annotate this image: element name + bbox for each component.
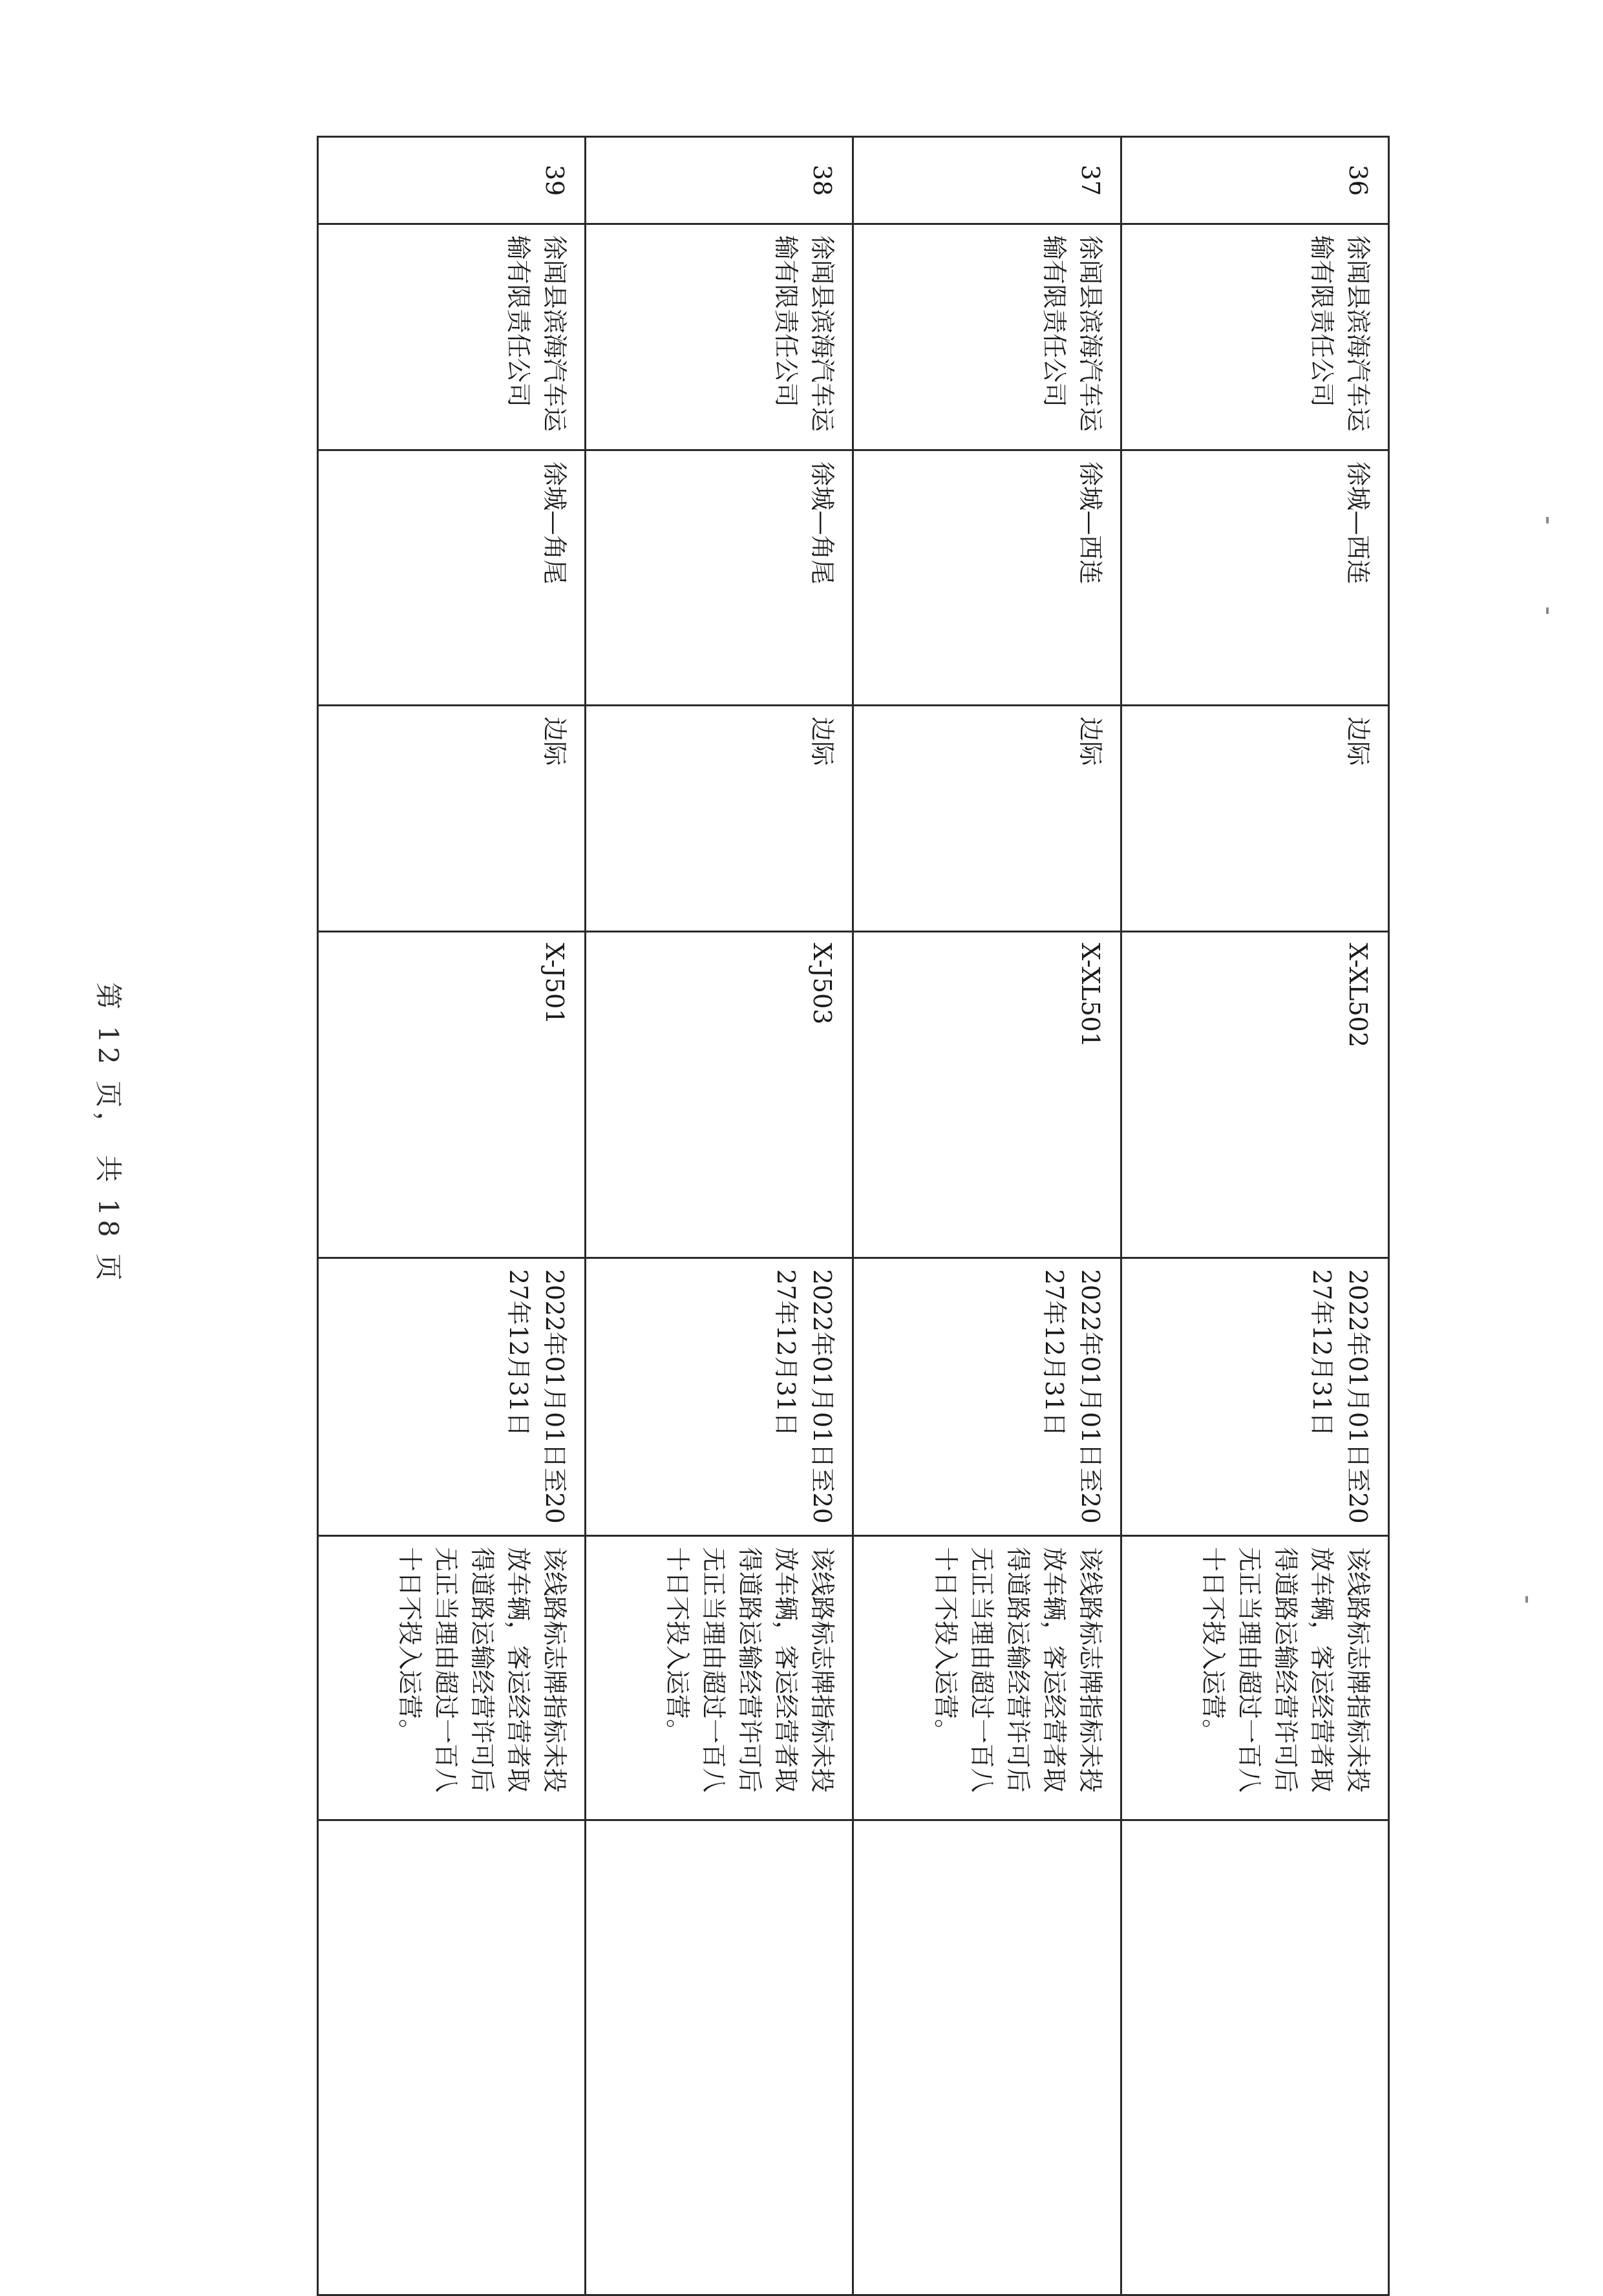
route-code-cell: X-XL502 — [1121, 932, 1388, 1258]
route-code-cell: X-J501 — [318, 932, 586, 1258]
route-table — [317, 136, 1390, 2296]
operator-cell: 徐闻县滨海汽车运输有限责任公司 — [1121, 224, 1388, 450]
note-cell: 该线路标志牌指标未投放车辆，客运经营者取得道路运输经营许可后无正当理由超过一百八十日不投入运营。 — [586, 1536, 853, 1820]
scan-mark — [1525, 1596, 1528, 1603]
extra-cell — [318, 1820, 586, 2295]
route-type-cell: 边际 — [1121, 706, 1388, 932]
table-row — [853, 137, 1121, 2295]
page-number: 第 12 页， 共 18 页 — [92, 982, 124, 1285]
row-number: 38 — [586, 137, 853, 224]
route-type-cell: 边际 — [586, 706, 853, 932]
scan-mark — [1546, 607, 1549, 614]
route-code-cell: X-J503 — [586, 932, 853, 1258]
validity-period-cell: 2022年01月01日至2027年12月31日 — [586, 1258, 853, 1536]
rotated-table-container — [317, 136, 1390, 2113]
row-number: 39 — [318, 137, 586, 224]
route-cell: 徐城—角尾 — [318, 450, 586, 706]
route-cell: 徐城—角尾 — [586, 450, 853, 706]
extra-cell — [1121, 1820, 1388, 2295]
validity-period-cell: 2022年01月01日至2027年12月31日 — [318, 1258, 586, 1536]
table-row — [586, 137, 853, 2295]
route-cell: 徐城—西连 — [1121, 450, 1388, 706]
table-row — [1121, 137, 1388, 2295]
validity-period-cell: 2022年01月01日至2027年12月31日 — [853, 1258, 1121, 1536]
operator-cell: 徐闻县滨海汽车运输有限责任公司 — [853, 224, 1121, 450]
row-number: 37 — [853, 137, 1121, 224]
note-cell: 该线路标志牌指标未投放车辆，客运经营者取得道路运输经营许可后无正当理由超过一百八十日不投入运营。 — [318, 1536, 586, 1820]
table-row — [318, 137, 586, 2295]
route-type-cell: 边际 — [318, 706, 586, 932]
extra-cell — [853, 1820, 1121, 2295]
operator-cell: 徐闻县滨海汽车运输有限责任公司 — [318, 224, 586, 450]
operator-cell: 徐闻县滨海汽车运输有限责任公司 — [586, 224, 853, 450]
extra-cell — [586, 1820, 853, 2295]
note-cell: 该线路标志牌指标未投放车辆，客运经营者取得道路运输经营许可后无正当理由超过一百八十日不投入运营。 — [1121, 1536, 1388, 1820]
route-type-cell: 边际 — [853, 706, 1121, 932]
validity-period-cell: 2022年01月01日至2027年12月31日 — [1121, 1258, 1388, 1536]
row-number: 36 — [1121, 137, 1388, 224]
note-cell: 该线路标志牌指标未投放车辆，客运经营者取得道路运输经营许可后无正当理由超过一百八十日不投入运营。 — [853, 1536, 1121, 1820]
route-cell: 徐城—西连 — [853, 450, 1121, 706]
route-code-cell: X-XL501 — [853, 932, 1121, 1258]
scan-mark — [1546, 517, 1549, 523]
